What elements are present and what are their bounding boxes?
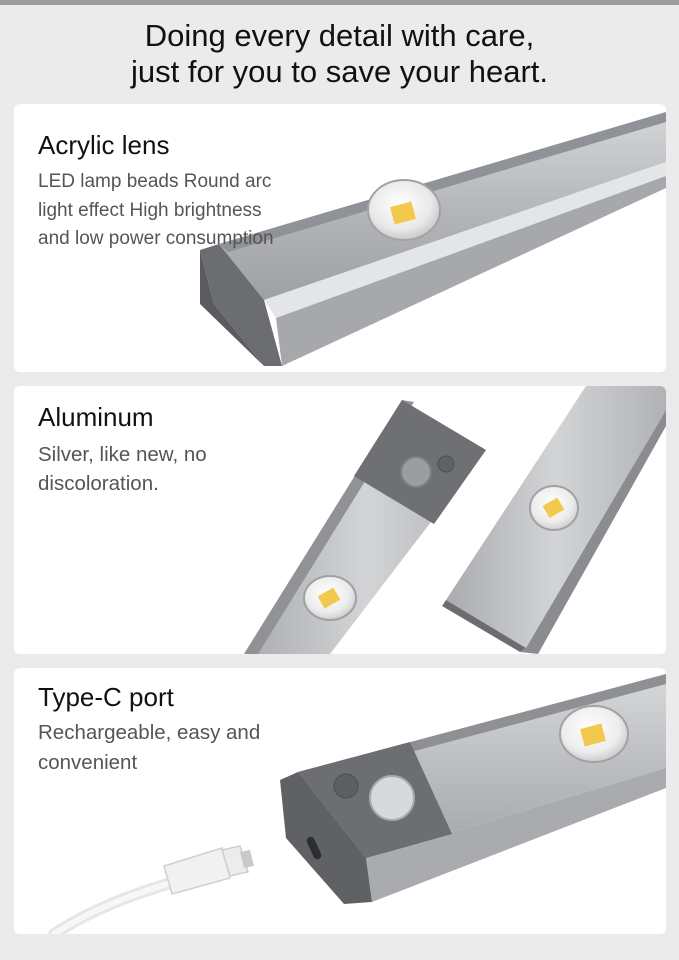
feature-title: Type-C port: [38, 682, 174, 712]
top-divider-bar: [0, 0, 679, 5]
feature-card-aluminum: [14, 386, 666, 654]
feature-description: Silver, like new, no discoloration.: [38, 443, 207, 495]
headline-line-1: Doing every detail with care,: [144, 18, 535, 53]
feature-title: Acrylic lens: [38, 130, 170, 160]
page-headline: [0, 18, 679, 90]
feature-description: Rechargeable, easy and convenient: [38, 721, 261, 774]
headline-line-2: just for you to save your heart.: [131, 54, 548, 89]
feature-card-type-c-port: [14, 668, 666, 934]
feature-title: Aluminum: [38, 402, 154, 432]
feature-description: LED lamp beads Round arc light effect High brightness and low power consumption: [38, 171, 274, 249]
feature-card-acrylic-lens: [14, 104, 666, 372]
